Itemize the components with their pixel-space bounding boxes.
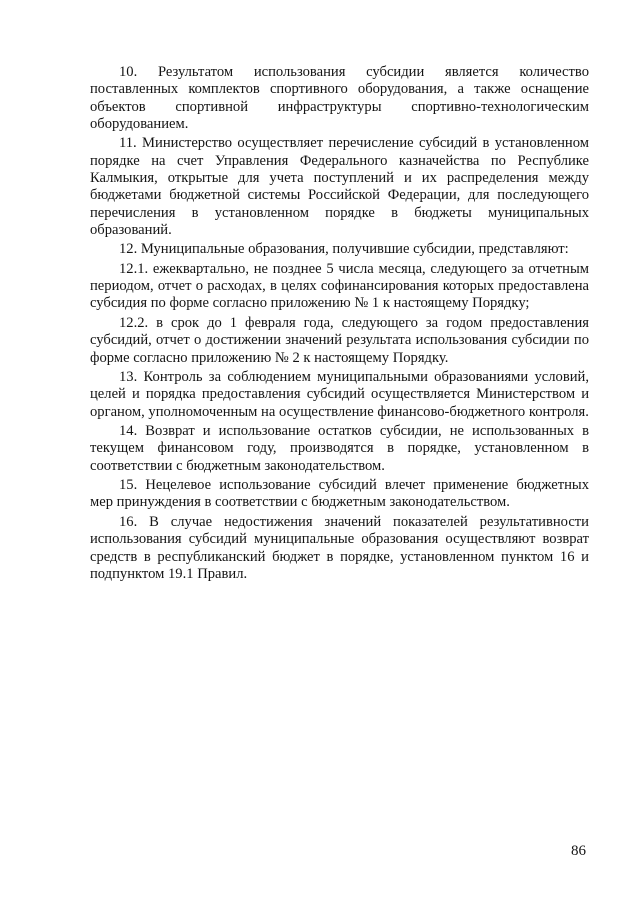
paragraph-15: 15. Нецелевое использование субсидий влечет применение бюджетных мер принуждения в соответствии с бюджетным законодательством. xyxy=(90,477,589,511)
paragraph-14: 14. Возврат и использование остатков субсидии, не использованных в текущем финансовом году, производятся в порядке, установленном в соответствии с бюджетным законодательством. xyxy=(90,423,589,474)
paragraph-10: 10. Результатом использования субсидии является количество поставленных комплектов спортивного оборудования, а также оснащение объектов спортивной инфраструктуры спортивно-технологическим оборудованием. xyxy=(90,64,589,132)
paragraph-12: 12. Муниципальные образования, получившие субсидии, представляют: xyxy=(119,241,569,258)
page-number: 86 xyxy=(571,843,586,859)
paragraph-16: 16. В случае недостижения значений показателей результативности использования субсидий муниципальные образования осуществляют возврат средств в республиканский бюджет в порядке, установленном пунктом 16 и подпунктом 19.1 Правил. xyxy=(90,513,589,582)
paragraph-12-2: 12.2. в срок до 1 февраля года, следующего за годом предоставления субсидий, отчет о достижении значений результата использования субсидии по форме согласно приложению № 2 к настоящему Порядку. xyxy=(90,314,589,366)
document-body xyxy=(90,64,589,585)
paragraph-12-1: 12.1. ежеквартально, не позднее 5 числа месяца, следующего за отчетным периодом, отчет о расходах, в целях софинансирования которых предоставлена субсидия по форме согласно приложению № 1 к настоящему Порядку; xyxy=(90,260,589,312)
paragraph-13: 13. Контроль за соблюдением муниципальными образованиями условий, целей и порядка предоставления субсидий осуществляется Министерством и органом, уполномоченным на осуществление финансово-бюджетного контроля. xyxy=(90,368,589,420)
paragraph-11: 11. Министерство осуществляет перечисление субсидий в установленном порядке на счет Управления Федерального казначейства по Республике Калмыкия, открытые для учета поступлений и их распределения между бюджетами бюджетной системы Российской Федерации, для последующего перечисления в установленном порядке в бюджеты муниципальных образований. xyxy=(90,135,589,238)
